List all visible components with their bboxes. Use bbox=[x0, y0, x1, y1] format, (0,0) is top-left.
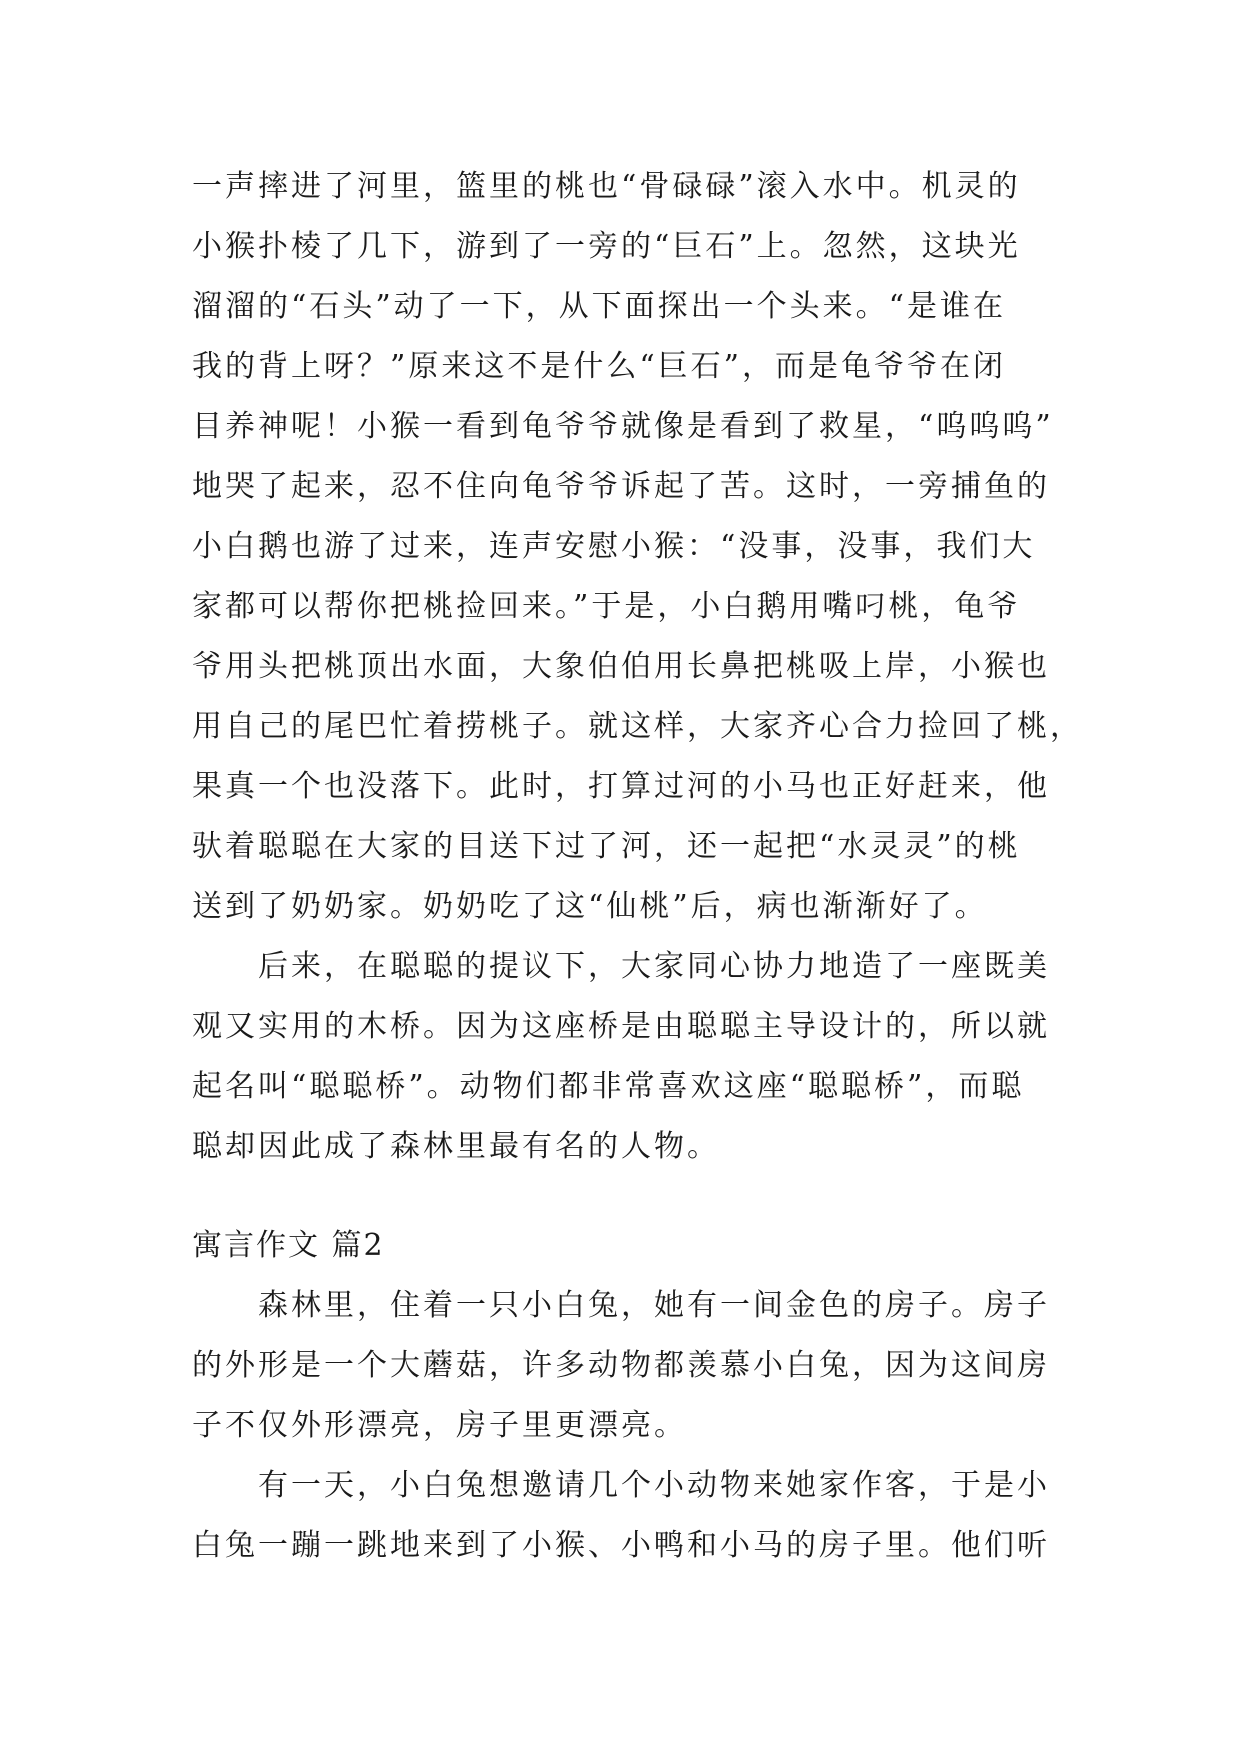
section-spacer bbox=[192, 1177, 1072, 1216]
text-line: 起名叫“聪聪桥”。动物们都非常喜欢这座“聪聪桥”，而聪 bbox=[192, 1069, 1025, 1104]
text-line: 目养神呢！小猴一看到龟爷爷就像是看到了救星，“呜呜呜” bbox=[192, 409, 1054, 444]
text-line: 观又实用的木桥。因为这座桥是由聪聪主导设计的，所以就 bbox=[192, 1009, 1050, 1044]
story1-paragraph-1 bbox=[192, 157, 1083, 937]
text-line: 聪却因此成了森林里最有名的人物。 bbox=[192, 1129, 720, 1164]
text-line: 的外形是一个大蘑菇，许多动物都羡慕小白兔，因为这间房 bbox=[192, 1348, 1050, 1383]
text-line: 白兔一蹦一跳地来到了小猴、小鸭和小马的房子里。他们听 bbox=[192, 1528, 1050, 1563]
story2-paragraph-2 bbox=[192, 1456, 1072, 1576]
text-line: 我的背上呀？”原来这不是什么“巨石”，而是龟爷爷在闭 bbox=[192, 349, 1007, 384]
document-body bbox=[192, 157, 1083, 1576]
text-line: 小白鹅也游了过来，连声安慰小猴：“没事，没事，我们大 bbox=[192, 529, 1036, 564]
story2-paragraph-1 bbox=[192, 1276, 1072, 1456]
text-line: 送到了奶奶家。奶奶吃了这“仙桃”后，病也渐渐好了。 bbox=[192, 889, 988, 924]
text-line: 子不仅外形漂亮，房子里更漂亮。 bbox=[192, 1408, 687, 1443]
story1-paragraph-2 bbox=[192, 937, 1072, 1177]
text-line: 爷用头把桃顶出水面，大象伯伯用长鼻把桃吸上岸，小猴也 bbox=[192, 649, 1050, 684]
text-line: 用自己的尾巴忙着捞桃子。就这样，大家齐心合力捡回了桃， bbox=[192, 709, 1083, 744]
text-line-indented: 有一天，小白兔想邀请几个小动物来她家作客，于是小 bbox=[258, 1468, 1050, 1503]
text-line: 小猴扑棱了几下，游到了一旁的“巨石”上。忽然，这块光 bbox=[192, 229, 1021, 264]
text-line: 地哭了起来，忍不住向龟爷爷诉起了苦。这时，一旁捕鱼的 bbox=[192, 469, 1050, 504]
text-line: 家都可以帮你把桃捡回来。”于是，小白鹅用嘴叼桃，龟爷 bbox=[192, 589, 1021, 624]
section-heading: 寓言作文 篇2 bbox=[192, 1228, 385, 1263]
text-line: 驮着聪聪在大家的目送下过了河，还一起把“水灵灵”的桃 bbox=[192, 829, 1021, 864]
text-line: 一声摔进了河里，篮里的桃也“骨碌碌”滚入水中。机灵的 bbox=[192, 169, 1021, 204]
text-line-indented: 后来，在聪聪的提议下，大家同心协力地造了一座既美 bbox=[258, 949, 1050, 984]
text-line-indented: 森林里，住着一只小白兔，她有一间金色的房子。房子 bbox=[258, 1288, 1050, 1323]
text-line: 果真一个也没落下。此时，打算过河的小马也正好赶来，他 bbox=[192, 769, 1050, 804]
text-line: 溜溜的“石头”动了一下，从下面探出一个头来。“是谁在 bbox=[192, 289, 1007, 324]
